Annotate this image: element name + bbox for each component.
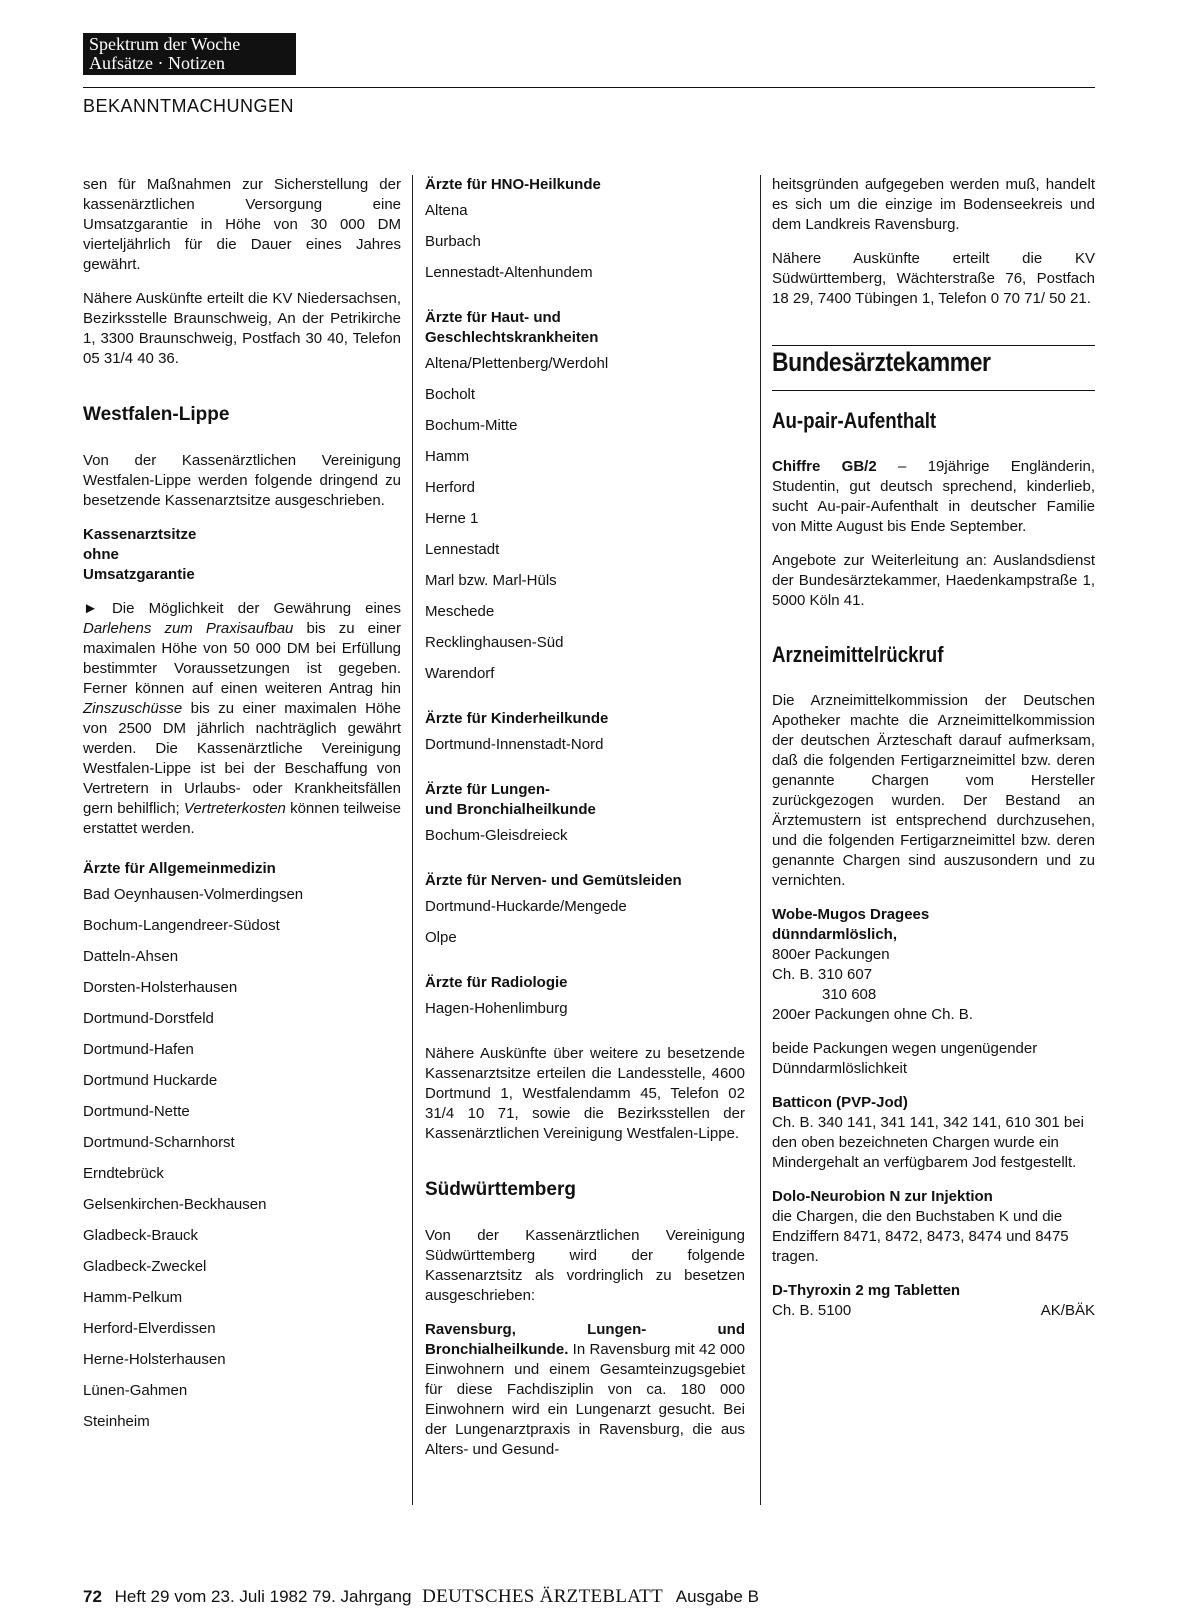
heading-aupair: Au-pair-Aufenthalt — [772, 408, 937, 433]
list-title: Ärzte für Radiologie — [425, 974, 568, 991]
list-item: Dortmund-Dorstfeld — [83, 1010, 214, 1027]
text: bis zu einer maximalen Höhe von 2500 DM jährlich nachträglich gewährt werden. Die Kassenärztliche Vereinigung Westfalen-Lippe ist bei der Beschaffung von Vertretern in Urlaubs- oder Krankheitsfällen gern behilflich; — [83, 700, 401, 817]
subheading-line: ohne — [83, 546, 119, 563]
drug-line-with-signature — [772, 1301, 1095, 1321]
list-item: Herford-Elverdissen — [83, 1320, 216, 1337]
paragraph: sen für Maßnahmen zur Sicherstellung der kassenärztlichen Versorgung eine Umsatzgarantie in Höhe von 30 000 DM vierteljährlich für die Dauer eines Jahres gewährt. — [83, 176, 401, 273]
text: bis zu einer maximalen Höhe von 50 000 DM bei Erfüllung bestimmter Voraussetzungen ist gegeben. Ferner können auf einen weiteren Antrag hin — [83, 620, 401, 697]
list-title: Ärzte für Haut- und Geschlechtskrankheiten — [425, 309, 599, 346]
paragraph-aupair — [772, 457, 1095, 537]
emphasis: Vertreterkosten — [183, 800, 286, 817]
column-1 — [83, 175, 401, 1457]
paragraph-darlehen — [83, 599, 401, 839]
list-item: Hagen-Hohenlimburg — [425, 1000, 568, 1017]
list-item: Altena/Plettenberg/Werdohl — [425, 355, 609, 372]
list-item: Bochum-Gleisdreieck — [425, 827, 568, 844]
list-item: Bad Oeynhausen-Volmerdingsen — [83, 886, 304, 903]
rubric-line-1: Spektrum der Woche — [89, 34, 241, 54]
column-divider-1 — [412, 175, 413, 1505]
list-item: Gelsenkirchen-Beckhausen — [83, 1196, 267, 1213]
subheading-line: Kassenarztsitze — [83, 526, 197, 543]
list-item: Herne 1 — [425, 510, 479, 527]
list-lungen — [425, 826, 745, 857]
text: ► Die Möglichkeit der Gewährung eines — [83, 600, 401, 617]
paragraph: Von der Kassenärztlichen Vereinigung Westfalen-Lippe werden folgende dringend zu besetzende Kassenarztsitze ausgeschrieben. — [83, 452, 401, 509]
list-kinder — [425, 735, 745, 766]
list-item: Marl bzw. Marl-Hüls — [425, 572, 557, 589]
heading-arzneimittelrueckruf: Arzneimittelrückruf — [772, 642, 944, 667]
bold-lead: Chiffre GB/2 — [772, 458, 877, 475]
list-item: Hamm — [425, 448, 470, 465]
paragraph: Nähere Auskünfte erteilt die KV Südwürttemberg, Wächterstraße 76, Postfach 18 29, 7400 Tübingen 1, Telefon 0 70 71/ 50 21. — [772, 250, 1095, 307]
list-hno — [425, 201, 745, 294]
list-title-line: und Bronchialheilkunde — [425, 801, 596, 818]
emphasis: Darlehens zum Praxisaufbau — [83, 620, 294, 637]
list-item: Dortmund-Scharnhorst — [83, 1134, 235, 1151]
list-item: Bocholt — [425, 386, 476, 403]
drug-title: D-Thyroxin 2 mg Tabletten — [772, 1282, 961, 1299]
list-item: Gladbeck-Zweckel — [83, 1258, 207, 1275]
journal-name: DEUTSCHES ÄRZTEBLATT — [422, 1586, 663, 1607]
list-title — [425, 780, 745, 820]
list-item: Herne-Holsterhausen — [83, 1351, 226, 1368]
column-divider-2 — [760, 175, 761, 1505]
heading-bundesaerztekammer: Bundesärztekammer — [772, 347, 991, 377]
rule — [772, 345, 1095, 346]
paragraph: die Chargen, die den Buchstaben K und die Endziffern 8471, 8472, 8473, 8474 und 8475 tragen. — [772, 1208, 1069, 1265]
list-item: Meschede — [425, 603, 495, 620]
list-item: Olpe — [425, 929, 457, 946]
bold-lead: Ravensburg, Lungen- und Bronchialheilkunde. — [425, 1321, 745, 1358]
list-haut — [425, 354, 745, 695]
list-item: Burbach — [425, 233, 481, 250]
list-title: Ärzte für Allgemeinmedizin — [83, 860, 276, 877]
list-item: Lennestadt — [425, 541, 500, 558]
paragraph: heitsgründen aufgegeben werden muß, handelt es sich um die einzige im Bodenseekreis und dem Landkreis Ravensburg. — [772, 176, 1095, 233]
rule — [772, 390, 1095, 391]
list-nerven — [425, 897, 745, 959]
list-item: Lennestadt-Altenhundem — [425, 264, 593, 281]
page-number: 72 — [83, 1587, 102, 1606]
section-heading: BEKANNTMACHUNGEN — [83, 96, 295, 116]
list-item: Dortmund Huckarde — [83, 1072, 218, 1089]
paragraph-ravensburg — [425, 1320, 745, 1460]
signature: AK/BÄK — [1040, 1302, 1095, 1319]
text: können teilweise erstattet werden. — [83, 800, 401, 837]
paragraph: Von der Kassenärztlichen Vereinigung Südwürttemberg wird der folgende Kassenarztsitz als vordringlich zu besetzen ausgeschrieben: — [425, 1227, 745, 1304]
list-item: Bochum-Mitte — [425, 417, 518, 434]
header-rule — [83, 87, 1095, 88]
paragraph: Nähere Auskünfte über weitere zu besetzende Kassenarztsitze erteilen die Landesstelle, 4600 Dortmund 1, Westfalendamm 45, Telefon 02 31/4 10 71, sowie die Bezirksstellen der Kassenärztlichen Vereinigung Westfalen-Lippe. — [425, 1045, 745, 1142]
drug-line: 200er Packungen ohne Ch. B. — [772, 1006, 973, 1023]
paragraph: Angebote zur Weiterleitung an: Auslandsdienst der Bundesärztekammer, Haedenkampstraße 1, 5000 Köln 41. — [772, 552, 1095, 609]
list-item: Dortmund-Nette — [83, 1103, 190, 1120]
column-2 — [425, 175, 745, 1474]
drug-line: Ch. B. 310 607 — [772, 966, 873, 983]
emphasis: Zinszuschüsse — [83, 700, 183, 717]
list-item: Dortmund-Hafen — [83, 1041, 194, 1058]
drug-line: Ch. B. 5100 — [772, 1302, 852, 1319]
list-item: Recklinghausen-Süd — [425, 634, 564, 651]
subheading — [83, 525, 401, 585]
drug-title: Wobe-Mugos Dragees — [772, 906, 930, 923]
list-item: Datteln-Ahsen — [83, 948, 179, 965]
text: – 19jährige Engländerin, Studentin, gut deutsch sprechend, kinderlieb, sucht Au-pair-Aufenthalt in deutscher Familie von Mitte August bis Ende September. — [772, 458, 1095, 535]
paragraph: Die Arzneimittelkommission der Deutschen Apotheker machte die Arzneimittelkommission der deutschen Ärzteschaft darauf aufmerksam, daß die folgenden Fertigarzneimittel bzw. deren genannte Chargen vom Hersteller zurückgezogen wurden. Der Bestand an Ärztemustern ist entsprechend durchzusehen, und die folgenden Fertigarzneimittel bzw. deren genannte Chargen sind auszusondern und zu vernichten. — [772, 692, 1095, 889]
drug-line: 310 608 — [822, 986, 877, 1003]
list-item: Bochum-Langendreer-Südost — [83, 917, 280, 934]
rubric-line-2: Aufsätze · Notizen — [89, 53, 225, 73]
heading-westfalen-lippe: Westfalen-Lippe — [83, 404, 230, 425]
page-footer — [83, 1586, 759, 1608]
heading-suedwuerttemberg: Südwürttemberg — [425, 1179, 576, 1200]
list-item: Dorsten-Holsterhausen — [83, 979, 238, 996]
paragraph: beide Packungen wegen ungenügender Dünndarmlöslichkeit — [772, 1040, 1038, 1077]
list-item: Steinheim — [83, 1413, 150, 1430]
drug-title: dünndarmlöslich, — [772, 926, 898, 943]
list-item: Altena — [425, 202, 468, 219]
list-item: Gladbeck-Brauck — [83, 1227, 199, 1244]
rubric-badge — [83, 33, 296, 75]
list-title: Ärzte für HNO-Heilkunde — [425, 176, 601, 193]
list-title-line: Ärzte für Lungen- — [425, 781, 550, 798]
list-title: Ärzte für Nerven- und Gemütsleiden — [425, 872, 682, 889]
paragraph: Ch. B. 340 141, 341 141, 342 141, 610 301 bei den oben bezeichneten Chargen wurde ein Mindergehalt an verfügbarem Jod festgestellt. — [772, 1114, 1084, 1171]
drug-title: Batticon (PVP-Jod) — [772, 1094, 908, 1111]
paragraph: Nähere Auskünfte erteilt die KV Niedersachsen, Bezirksstelle Braunschweig, An der Petrikirche 1, 3300 Braunschweig, Postfach 30 40, Telefon 05 31/4 40 36. — [83, 290, 401, 367]
list-item: Erndtebrück — [83, 1165, 164, 1182]
list-item: Dortmund-Huckarde/Mengede — [425, 898, 627, 915]
subheading-line: Umsatzgarantie — [83, 566, 195, 583]
issue-info: Heft 29 vom 23. Juli 1982 79. Jahrgang — [114, 1587, 412, 1606]
list-allgemeinmedizin — [83, 885, 401, 1443]
list-item: Dortmund-Innenstadt-Nord — [425, 736, 604, 753]
list-item: Lünen-Gahmen — [83, 1382, 188, 1399]
list-item: Herford — [425, 479, 476, 496]
column-3 — [772, 175, 1095, 1321]
text: In Ravensburg mit 42 000 Einwohnern und einem Gesamteinzugsgebiet für diese Fachdisziplin von ca. 180 000 Einwohnern wird ein Lungenarzt gesucht. Bei der Lungenarztpraxis in Ravensburg, die aus Alters- und Gesund- — [425, 1341, 745, 1458]
edition: Ausgabe B — [675, 1587, 759, 1606]
drug-line: 800er Packungen — [772, 946, 890, 963]
list-item: Warendorf — [425, 665, 495, 682]
list-title: Ärzte für Kinderheilkunde — [425, 710, 609, 727]
list-item: Hamm-Pelkum — [83, 1289, 183, 1306]
drug-title: Dolo-Neurobion N zur Injektion — [772, 1188, 993, 1205]
list-radio — [425, 999, 745, 1030]
